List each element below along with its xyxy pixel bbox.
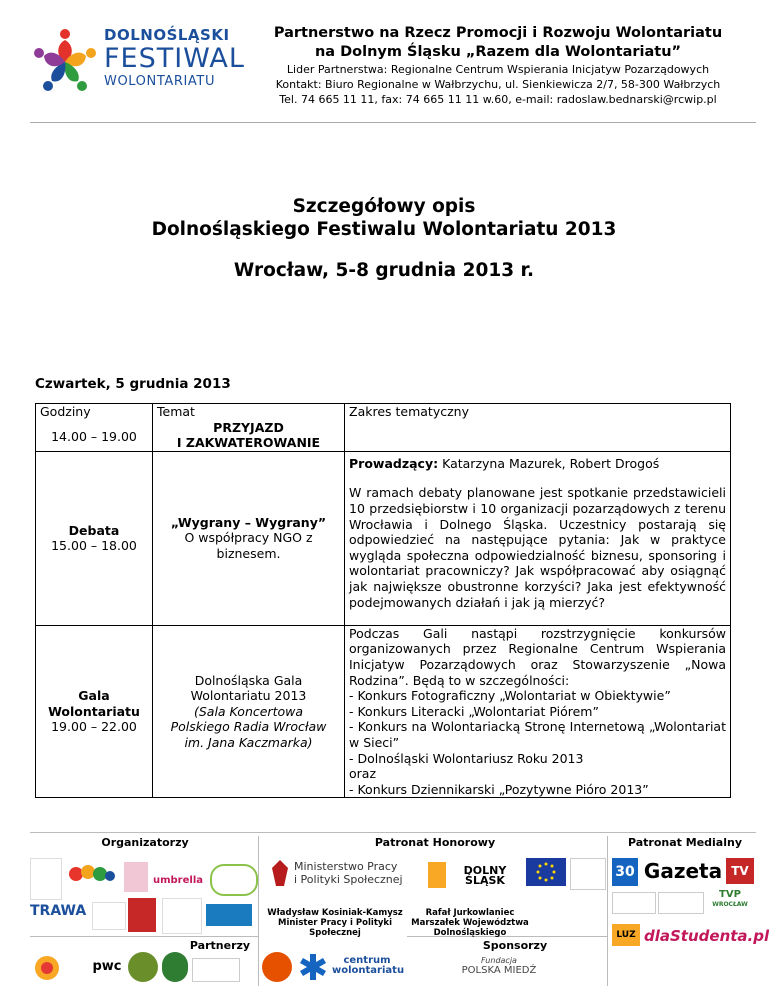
- org-logo: [570, 858, 606, 890]
- sun-logo: [30, 952, 64, 984]
- medical-star-icon: [298, 952, 328, 982]
- gala-venue-1: (Sala Koncertowa: [193, 703, 304, 719]
- arrival-title-1: PRZYJAZD: [213, 419, 284, 435]
- gala-label-1: Gala: [78, 688, 110, 704]
- hands-icon: [66, 862, 116, 888]
- footer-separator: [607, 836, 608, 986]
- header-topic: Temat: [157, 404, 195, 419]
- org-logo: [92, 902, 126, 930]
- program-table: [35, 403, 731, 798]
- marshal-caption: [410, 908, 530, 938]
- scope-cell: [345, 451, 731, 625]
- partners-heading: Partnerzy: [189, 939, 251, 952]
- logo-line3: WOLONTARIATU: [104, 74, 216, 89]
- eu-flag-icon: [526, 858, 566, 886]
- honorary-heading: Patronat Honorowy: [374, 836, 496, 849]
- media-logo: [612, 892, 656, 914]
- minister-caption: [262, 908, 408, 938]
- dolny-slask-logo: DOLNY ŚLĄSK: [463, 864, 507, 887]
- scope-cell: [345, 625, 731, 798]
- hands-logo: [66, 862, 116, 888]
- polska-miedz-text: POLSKA MIEDŹ: [461, 965, 537, 976]
- day-heading: Czwartek, 5 grudnia 2013: [35, 376, 231, 392]
- header-hours: Godziny: [40, 404, 91, 419]
- partnership-phone: Tel. 74 665 11 11, fax: 74 665 11 11 w.60, e-mail: radoslaw.bednarski@rcwip.pl: [279, 93, 717, 106]
- header-scope: Zakres tematyczny: [349, 404, 469, 419]
- centrum-logo: centrum wolontariatu: [332, 955, 405, 976]
- tvp-logo: [706, 890, 754, 914]
- dlastudenta-logo: dlaStudenta.pl: [644, 927, 769, 945]
- tvp-text: TVP: [719, 889, 741, 900]
- debate-description: W ramach debaty planowane jest spotkanie przedstawicieli 10 przedsiębiorstw i 10 organizacji pozarządowych z terenu Wrocławia i Dolnego Śląska. Uczestnicy postarają się odpowiedzieć na następujące pytania: Jak w praktyce wygląda społeczna odpowiedzialność biznesu, sponsoring i wolontariat pracowniczy? Jak współpracować aby osiągnąć jak największe obustronne korzyści? Jaka jest efektywność podejmowanych działań i jak ją mierzyć?: [349, 485, 726, 610]
- table-row: [36, 625, 731, 798]
- org-logo: [206, 904, 252, 926]
- debate-title: „Wygrany – Wygrany”: [170, 514, 327, 530]
- hours-cell: [36, 404, 153, 452]
- marshal-line1: Rafał Jurkowlaniec: [425, 908, 515, 918]
- list-item: - Dolnośląski Wolontariusz Roku 2013: [349, 750, 584, 766]
- list-item: - Konkurs na Wolontariacką Stronę Internetową „Wolontariat w Sieci”: [349, 719, 726, 750]
- marshal-line3: Dolnośląskiego: [433, 928, 507, 938]
- partnership-info: [248, 24, 748, 107]
- emblem-icon: [162, 952, 188, 982]
- radio-30-logo: 30: [612, 858, 638, 886]
- hours-cell: [36, 451, 153, 625]
- partnership-title-2: na Dolnym Śląsku „Razem dla Wolontariatu”: [314, 44, 682, 60]
- moderators-names: Katarzyna Mazurek, Robert Drogoś: [442, 455, 660, 471]
- minister-line2: Minister Pracy i Polityki Społecznej: [277, 918, 392, 938]
- ministry-line1: Ministerstwo Pracy: [294, 860, 398, 873]
- org-logo: [124, 862, 148, 892]
- title-line-1: Szczegółowy opis: [292, 196, 476, 217]
- sponsors-heading: Sponsorzy: [482, 939, 548, 952]
- list-item: - Konkurs Literacki „Wolontariat Piórem”: [349, 703, 599, 719]
- gala-title-1: Dolnośląska Gala: [194, 672, 303, 688]
- letterhead: [0, 0, 768, 125]
- debate-hours: 15.00 – 18.00: [51, 538, 137, 554]
- logo-line1: DOLNOŚLĄSKI: [104, 26, 230, 44]
- logo-line2: FESTIWAL: [104, 43, 245, 74]
- gala-label-2: Wolontariatu: [48, 703, 140, 719]
- gala-venue-3: im. Jana Kaczmarka): [184, 734, 313, 750]
- gazeta-logo: Gazeta: [643, 859, 723, 883]
- footer-divider: [30, 832, 756, 833]
- arrival-hours: 14.00 – 19.00: [51, 428, 137, 444]
- sun-icon: [30, 952, 64, 984]
- seniors-logo: [210, 864, 258, 896]
- list-item: oraz: [349, 766, 377, 782]
- umbrella-logo: umbrella: [152, 875, 203, 886]
- scope-cell: [345, 404, 731, 452]
- rcwip-logo: [30, 858, 62, 900]
- media-logo: [658, 892, 704, 914]
- colorful-people-star-icon: [30, 26, 100, 96]
- logo-wordmark: [104, 28, 245, 88]
- pwc-logo: pwc: [92, 959, 122, 974]
- sponsors-footer: [30, 832, 769, 992]
- org-logo: [162, 898, 202, 934]
- luz-logo: LUZ: [612, 924, 640, 946]
- tv-logo: TV: [726, 858, 754, 884]
- footer-separator: [258, 836, 259, 986]
- debate-subtitle: O współpracy NGO z biznesem.: [184, 530, 313, 562]
- topic-cell: [153, 404, 345, 452]
- partnership-title-1: Partnerstwo na Rzecz Promocji i Rozwoju Wolontariatu: [273, 25, 723, 41]
- org-logo: [192, 958, 240, 982]
- region-crest-icon: [428, 862, 446, 888]
- footer-divider: [30, 936, 258, 937]
- minister-line1: Władysław Kosiniak-Kamysz: [267, 908, 403, 918]
- topic-cell: [153, 625, 345, 798]
- arrival-title-2: I ZAKWATEROWANIE: [176, 435, 321, 451]
- trawa-logo: TRAWA: [30, 903, 87, 919]
- gala-venue-2: Polskiego Radia Wrocław: [170, 719, 327, 735]
- document-title: [0, 195, 768, 241]
- table-row: [36, 404, 731, 452]
- list-item: - Konkurs Dziennikarski „Pozytywne Pióro 2013”: [349, 781, 649, 797]
- polska-miedz-logo: [444, 956, 554, 980]
- polish-eagle-icon: [268, 858, 292, 888]
- organizers-heading: Organizatorzy: [101, 836, 189, 849]
- gala-hours: 19.00 – 22.00: [51, 719, 137, 735]
- moderators: [349, 456, 726, 472]
- festival-logo: [30, 22, 245, 102]
- tvp-city-text: WROCŁAW: [712, 901, 748, 908]
- ministry-line2: i Polityki Społecznej: [294, 873, 403, 886]
- marshal-line2: Marszałek Województwa: [411, 918, 529, 928]
- list-item: - Konkurs Fotograficzny „Wolontariat w Obiektywie”: [349, 688, 671, 704]
- hours-cell: [36, 625, 153, 798]
- emblem-icon: [262, 952, 292, 982]
- table-row: [36, 451, 731, 625]
- moderators-label: Prowadzący:: [349, 455, 439, 471]
- sponsor-rail-text: Fundacja: [481, 956, 517, 965]
- header-divider: [30, 122, 756, 123]
- ministry-logo: [294, 860, 404, 890]
- media-heading: Patronat Medialny: [627, 836, 743, 849]
- partnership-contact: Kontakt: Biuro Regionalne w Wałbrzychu, ul. Sienkiewicza 2/7, 58-300 Wałbrzych: [275, 78, 721, 91]
- title-line-2: Dolnośląskiego Festiwalu Wolontariatu 2013: [151, 219, 617, 240]
- city-crest-icon: [128, 898, 156, 932]
- gala-intro: Podczas Gali nastąpi rozstrzygnięcie konkursów organizowanych przez Regionalne Centrum Wspierania Inicjatyw Pozarządowych oraz Stowarzyszenie „Nowa Rodzina”. Będą to w szczególności:: [349, 625, 726, 688]
- emblem-icon: [128, 952, 158, 982]
- document-subtitle: Wrocław, 5-8 grudnia 2013 r.: [233, 260, 535, 281]
- debate-label: Debata: [68, 522, 120, 538]
- gala-title-2: Wolontariatu 2013: [190, 688, 307, 704]
- topic-cell: [153, 451, 345, 625]
- partnership-leader: Lider Partnerstwa: Regionalne Centrum Wspierania Inicjatyw Pozarządowych: [286, 63, 710, 76]
